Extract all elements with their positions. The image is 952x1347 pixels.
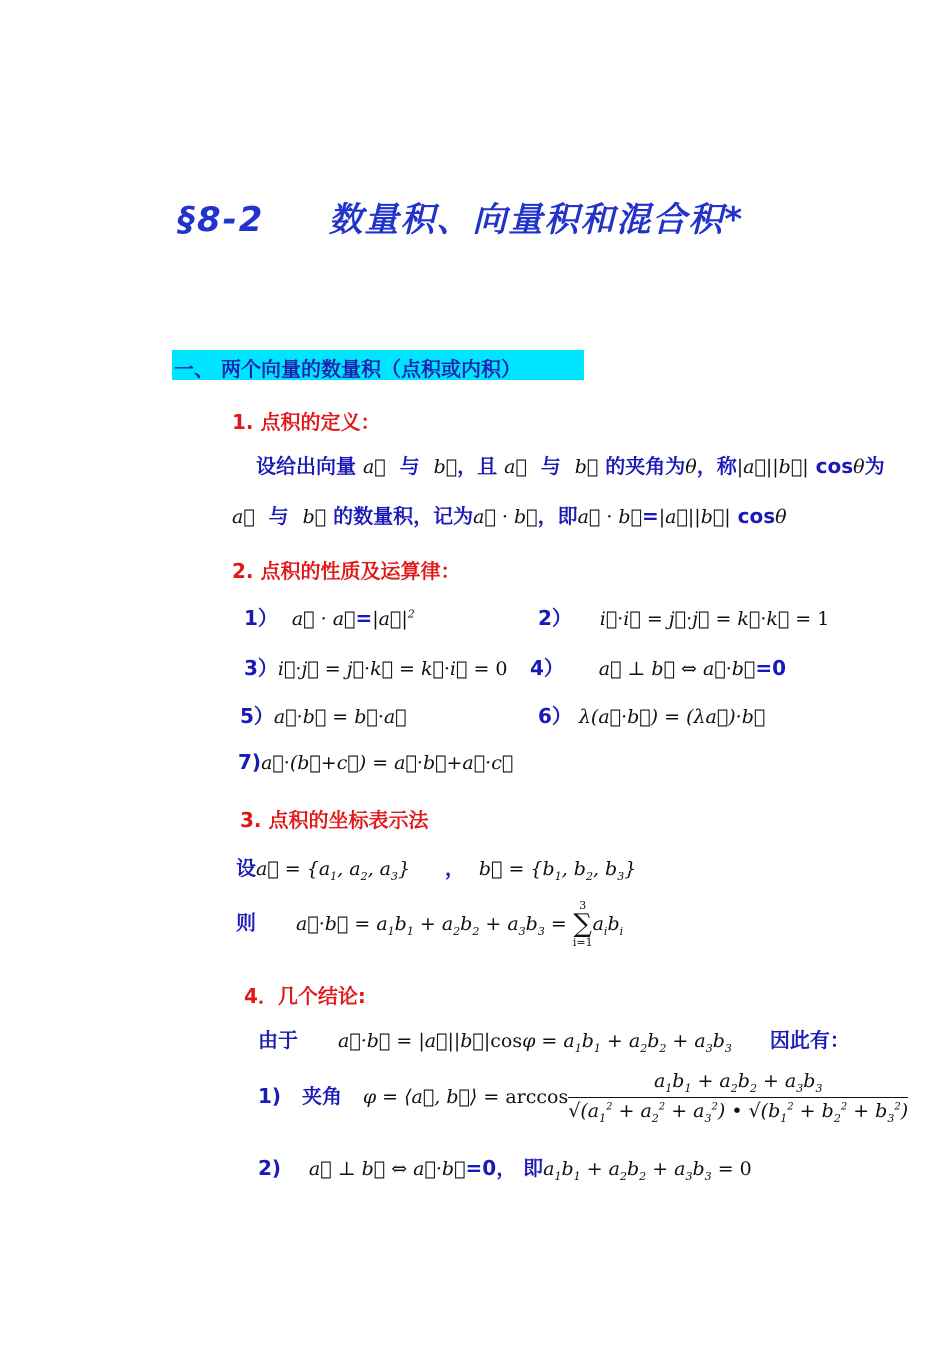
coordinate-definition: 设a⃗ = {$a_1$, $a_2$, $a_3$} ， b⃗ = {$b_1$, $b_2$, $b_3$} (236, 856, 637, 883)
heading-dot-product: 一、 两个向量的数量积（点积或内积） (174, 357, 521, 381)
subsection-4-label: 4．几个结论: (244, 984, 366, 1008)
subsection-2-label: 2. 点积的性质及运算律： (232, 559, 461, 583)
property-2: 2） i⃗·i⃗ = j⃗·j⃗ = k⃗·k⃗ = 1 (538, 606, 830, 630)
section-title: 数量积、向量积和混合积* (328, 200, 745, 240)
property-7: 7)a⃗·(b⃗+c⃗) = a⃗·b⃗+a⃗·c⃗ (238, 750, 514, 774)
conclusion-angle: 1) 夹角 φ = ⟨a⃗, b⃗⟩ = arccos $\frac{a_1b_1 + a_2b_2 + a_3b_3}{√(a_1^2 + a_2^2 + a_3^2) • √(b_1^2 + b_2^2 + b_3^2)}$ (258, 1070, 909, 1125)
property-3: 3）i⃗·j⃗ = j⃗·k⃗ = k⃗·i⃗ = 0 (244, 656, 508, 680)
property-6: 6） λ(a⃗·b⃗) = (λa⃗)·b⃗ (538, 704, 766, 728)
subsection-3-label: 3. 点积的坐标表示法 (240, 808, 429, 832)
page-title (178, 192, 744, 241)
definition-line-2: a⃗ 与 b⃗ 的数量积，记为a⃗ · b⃗，即a⃗ · b⃗=|a⃗||b⃗| cosθ (232, 504, 787, 528)
property-4: 4） a⃗ ⊥ b⃗ ⇔ a⃗·b⃗=0 (530, 656, 787, 680)
subsection-1-label: 1. 点积的定义： (232, 410, 381, 434)
property-5: 5）a⃗·b⃗ = b⃗·a⃗ (240, 704, 407, 728)
definition-line-1: 设给出向量 a⃗ 与 b⃗，且 a⃗ 与 b⃗ 的夹角为θ，称|a⃗||b⃗| cosθ为 (256, 454, 885, 478)
conclusion-orthogonal: 2) a⃗ ⊥ b⃗ ⇔ a⃗·b⃗=0， 即$a_1b_1 + a_2b_2 + a_3b_3 = 0$ (258, 1156, 752, 1183)
property-1: 1） a⃗ · $a⃗=|a⃗|^2$ (244, 606, 415, 630)
coordinate-formula: 则 a⃗·b⃗ = $a_1b_1 + a_2b_2 + a_3b_3$ = 3 ∑ i=1 $a_ib_i$ (236, 899, 624, 949)
section-number: §8-2 (178, 200, 265, 240)
conclusion-premise: 由于 a⃗·b⃗ = |a⃗||b⃗|cosφ = $a_1b_1 + a_2b_2 + a_3b_3$ 因此有： (258, 1028, 850, 1055)
